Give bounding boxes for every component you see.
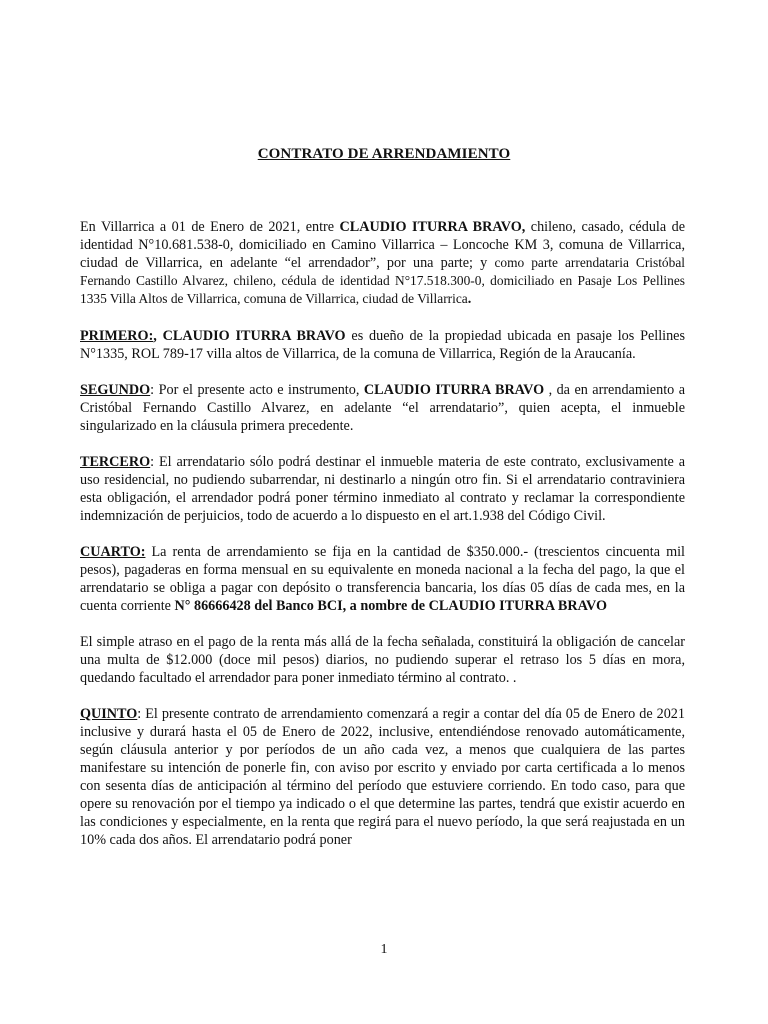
clause-quinto-text: : El presente contrato de arrendamiento comenzará a regir a contar del día 05 de Enero de 2021 inclusive y durará hasta el 05 de Enero de 2022, inclusive, entendiéndose renovado automáticamente, según cláusula anterior y por períodos de un año cada vez, a menos que cualquiera de las partes manifestare su intención de ponerle fin, con aviso por escrito y enviado por carta certificada a lo menos con sesenta días de anticipación al término del período que estuviere corriendo. En todo caso, para que opere su renovación por el tiempo ya indicado o el que determine las partes, tendrá que existir acuerdo en las condiciones y especialmente, en la renta que regirá para el nuevo período, la que será reajustada en un 10% cada dos años. El arrendatario podrá poner (80, 706, 685, 848)
intro-text-1: En Villarrica a 01 de Enero de 2021, entre (80, 219, 340, 235)
late-payment-paragraph (80, 633, 685, 687)
clause-cuarto (80, 543, 685, 615)
clause-cuarto-heading: CUARTO: (80, 544, 146, 560)
intro-landlord-name: CLAUDIO ITURRA BRAVO, (339, 219, 526, 235)
clause-segundo-text-2: , da en arrendamiento a Cristóbal Fernando Castillo Alvarez, en adelante “el arrendatario”, quien acepta, el inmueble singularizado en la cláusula primera precedente. (80, 382, 685, 434)
clause-primero-text: es dueño de la propiedad ubicada en pasaje los Pellines N°1335, ROL 789-17 villa altos de Villarrica, de la comuna de Villarrica, Región de la Araucanía. (80, 328, 685, 362)
clause-cuarto-account: N° 86666428 del Banco BCI, a nombre de CLAUDIO ITURRA BRAVO (174, 598, 608, 614)
clause-segundo-text-1: : Por el presente acto e instrumento, (150, 382, 364, 398)
page-number: 1 (380, 942, 388, 957)
intro-paragraph (80, 218, 685, 308)
document-body (80, 218, 685, 866)
document-title: CONTRATO DE ARRENDAMIENTO (257, 146, 511, 162)
clause-primero-heading: PRIMERO: (80, 328, 154, 344)
late-payment-text: El simple atraso en el pago de la renta más allá de la fecha señalada, constituirá la obligación de cancelar una multa de $12.000 (doce mil pesos) diarios, no pudiendo superar el retraso los 5 días en mora, quedando facultado el arrendador para poner inmediato término al contrato. . (80, 634, 685, 686)
clause-tercero-text: : El arrendatario sólo podrá destinar el inmueble materia de este contrato, exclusivamente a uso residencial, no pudiendo subarrendar, ni destinarlo a ningún otro fin. Si el arrendatario contraviniera esta obligación, el arrendador podrá poner término inmediato al contrato y reclamar la correspondiente indemnización de perjuicios, todo de acuerdo a lo dispuesto en el art.1.938 del Código Civil. (80, 454, 685, 524)
clause-tercero-heading: TERCERO (80, 454, 151, 470)
intro-text-2: chileno, casado, cédula de identidad N°10.681.538-0, domiciliado en Camino Villarrica – Loncoche KM 3, comuna de Villarrica, ciudad de Villarrica, en adelante “el arrendador”, por una parte; y (80, 219, 686, 271)
clause-cuarto-text: La renta de arrendamiento se fija en la cantidad de $350.000.- (trescientos cincuenta mil pesos), pagaderas en forma mensual en su equivalente en moneda nacional a la fecha del pago, la que el arrendatario se obliga a pagar con depósito o transferencia bancaria, los días 05 días de cada mes, en la cuenta corriente (80, 544, 685, 614)
intro-tenant-text: como parte arrendataria Cristóbal Fernando Castillo Alvarez, chileno, cédula de identidad N°17.518.300-0, domiciliado en Pasaje Los Pellines 1335 Villa Altos de Villarrica, comuna de Villarrica, ciudad de Villarrica (80, 255, 685, 306)
intro-period: . (467, 291, 472, 307)
clause-primero-owner: , CLAUDIO ITURRA BRAVO (153, 328, 346, 344)
clause-segundo (80, 381, 685, 435)
clause-segundo-landlord: CLAUDIO ITURRA BRAVO (363, 382, 545, 398)
clause-segundo-heading: SEGUNDO (80, 382, 151, 398)
clause-quinto (80, 705, 685, 849)
clause-tercero (80, 453, 685, 525)
clause-primero (80, 327, 685, 363)
clause-quinto-heading: QUINTO (80, 706, 138, 722)
